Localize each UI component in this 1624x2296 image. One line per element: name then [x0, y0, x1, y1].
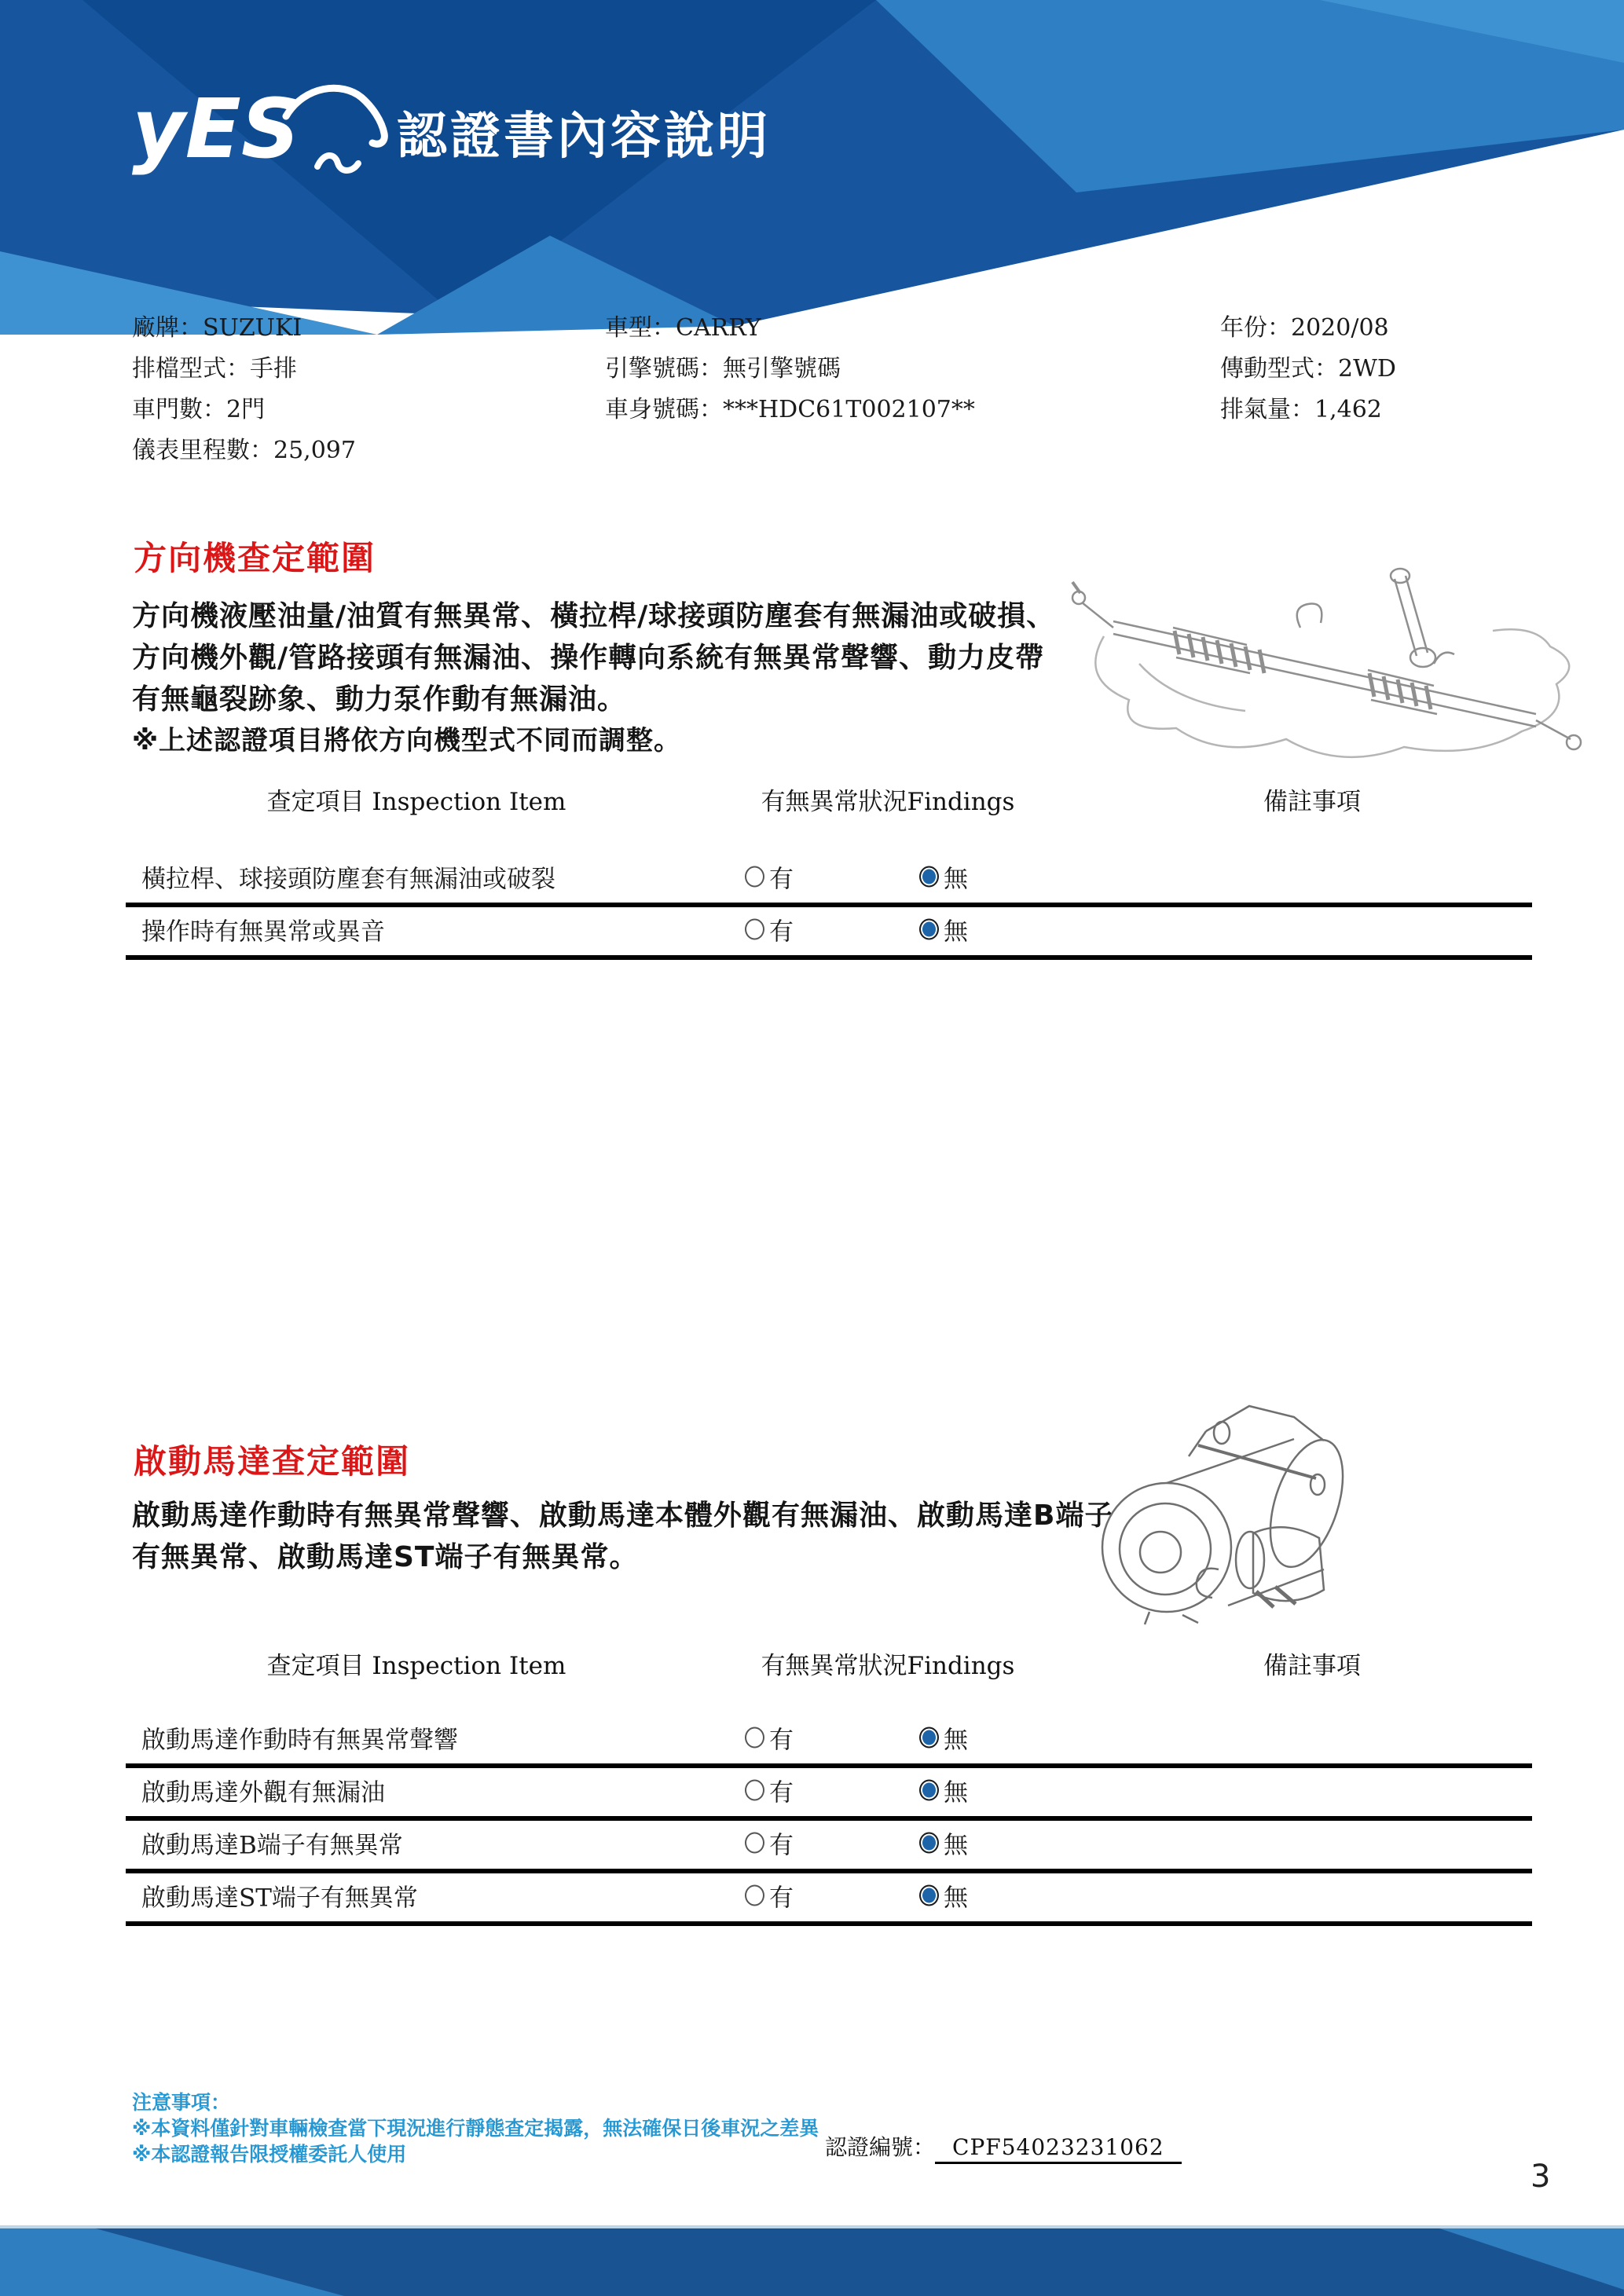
section1-desc-line: 有無龜裂跡象、動力泵作動有無漏油。 [132, 683, 627, 716]
radio-yes-label: 有 [769, 865, 794, 893]
finding-yes-option [745, 1877, 794, 1913]
car-roof-swoosh-icon [286, 88, 384, 144]
inspection-item-label: 橫拉桿、球接頭防塵套有無漏油或破裂 [141, 865, 555, 893]
section1-desc-line: 方向機液壓油量/油質有無異常、橫拉桿/球接頭防塵套有無漏油或破損、 [132, 600, 1056, 632]
info-door-count: 車門數：2門 [132, 396, 266, 423]
starter-motor-illustration [1088, 1384, 1363, 1639]
info-brand: 廠牌：SUZUKI [132, 314, 302, 342]
radio-yes-label: 有 [769, 1726, 794, 1754]
finding-yes-option [745, 911, 794, 947]
radio-no-label: 無 [944, 865, 968, 893]
radio-no-label: 無 [944, 917, 968, 946]
info-engine-number: 引擎號碼：無引擎號碼 [605, 355, 841, 383]
section2-desc-line: 啟動馬達作動時有無異常聲響、啟動馬達本體外觀有無漏油、啟動馬達B端子 [132, 1500, 1114, 1532]
finding-no-option [919, 1877, 968, 1913]
radio-yes-label: 有 [769, 917, 794, 946]
notice-line: ※本認證報告限授權委託人使用 [132, 2143, 407, 2166]
footer-background-art [0, 2225, 1624, 2296]
info-drive-type: 傳動型式：2WD [1220, 355, 1396, 383]
radio-no-selected[interactable] [919, 1832, 939, 1853]
finding-yes-option [745, 1772, 794, 1807]
notice-line: ※本資料僅針對車輛檢查當下現況進行靜態查定揭露，無法確保日後車況之差異 [132, 2117, 819, 2140]
yes-logo-art [132, 75, 399, 185]
table-row [126, 1869, 1532, 1926]
inspection-item-label: 啟動馬達B端子有無異常 [141, 1831, 403, 1859]
info-displacement: 排氣量：1,462 [1220, 396, 1382, 423]
finding-no-option [919, 1825, 968, 1860]
inspection-item-label: 啟動馬達作動時有無異常聲響 [141, 1726, 458, 1754]
finding-yes-option [745, 1719, 794, 1755]
radio-no-selected[interactable] [919, 866, 939, 887]
radio-yes-label: 有 [769, 1831, 794, 1859]
page-header [0, 0, 1624, 339]
certificate-number-value: CPF54023231062 [935, 2134, 1182, 2164]
finding-no-option [919, 911, 968, 947]
certificate-number-label: 認證編號： [825, 2134, 936, 2160]
radio-no-label: 無 [944, 1726, 968, 1754]
radio-yes-unselected[interactable] [745, 1779, 764, 1800]
notice-block [132, 2089, 819, 2167]
table-row [126, 1816, 1532, 1873]
certificate-number-row [825, 2130, 1182, 2162]
yes-logo [132, 75, 399, 185]
finding-no-option [919, 859, 968, 894]
radio-yes-unselected[interactable] [745, 866, 764, 887]
footer-band [0, 2225, 1624, 2296]
info-model: 車型：CARRY [605, 314, 761, 342]
table-row [126, 850, 1532, 907]
section1-description [132, 595, 1055, 762]
finding-no-option [919, 1772, 968, 1807]
yes-logo-text: yES [132, 81, 300, 177]
page-title: 認證書內容說明 [397, 108, 771, 166]
vehicle-info-column-1 [132, 308, 356, 471]
section2-title: 啟動馬達查定範圍 [134, 1442, 411, 1481]
section2-desc-line: 有無異常、啟動馬達ST端子有無異常。 [132, 1541, 639, 1573]
inspection-item-label: 啟動馬達外觀有無漏油 [141, 1778, 385, 1807]
table-row [126, 1711, 1532, 1768]
info-transmission-type: 排檔型式：手排 [132, 355, 297, 383]
radio-yes-unselected[interactable] [745, 1727, 764, 1748]
radio-yes-unselected[interactable] [745, 1884, 764, 1906]
car-underline-wave-icon [317, 156, 358, 170]
radio-no-label: 無 [944, 1884, 968, 1912]
column-header-inspection-item: 查定項目 Inspection Item [266, 788, 566, 816]
vehicle-info-column-3 [1220, 308, 1396, 430]
section1-note: ※上述認證項目將依方向機型式不同而調整。 [132, 725, 682, 756]
radio-no-label: 無 [944, 1831, 968, 1859]
steering-rack-illustration [1065, 546, 1583, 785]
notice-title: 注意事項： [132, 2091, 231, 2114]
radio-yes-label: 有 [769, 1778, 794, 1807]
page-number: 3 [1531, 2159, 1551, 2195]
column-header-findings: 有無異常狀況Findings [761, 788, 1015, 816]
section2-description [132, 1495, 1113, 1578]
radio-no-selected[interactable] [919, 1727, 939, 1748]
finding-yes-option [745, 859, 794, 894]
radio-no-selected[interactable] [919, 1779, 939, 1800]
section1-desc-line: 方向機外觀/管路接頭有無漏油、操作轉向系統有無異常聲響、動力皮帶 [132, 642, 1045, 674]
radio-no-selected[interactable] [919, 918, 939, 939]
section1-title: 方向機查定範圍 [134, 539, 376, 577]
inspection-item-label: 操作時有無異常或異音 [141, 917, 385, 946]
table-row [126, 1763, 1532, 1821]
table-row [126, 903, 1532, 960]
column-header-inspection-item: 查定項目 Inspection Item [266, 1652, 566, 1680]
column-header-remarks: 備註事項 [1263, 788, 1361, 816]
column-header-findings: 有無異常狀況Findings [761, 1652, 1015, 1680]
column-header-remarks: 備註事項 [1263, 1652, 1361, 1680]
radio-yes-unselected[interactable] [745, 918, 764, 939]
info-vin: 車身號碼：***HDC61T002107** [605, 396, 975, 423]
finding-no-option [919, 1719, 968, 1755]
inspection-item-label: 啟動馬達ST端子有無異常 [141, 1884, 418, 1912]
radio-no-selected[interactable] [919, 1884, 939, 1906]
info-odometer: 儀表里程數：25,097 [132, 437, 356, 464]
info-year: 年份：2020/08 [1220, 314, 1389, 342]
vehicle-info-column-2 [605, 308, 975, 430]
radio-yes-label: 有 [769, 1884, 794, 1912]
radio-yes-unselected[interactable] [745, 1832, 764, 1853]
finding-yes-option [745, 1825, 794, 1860]
radio-no-label: 無 [944, 1778, 968, 1807]
